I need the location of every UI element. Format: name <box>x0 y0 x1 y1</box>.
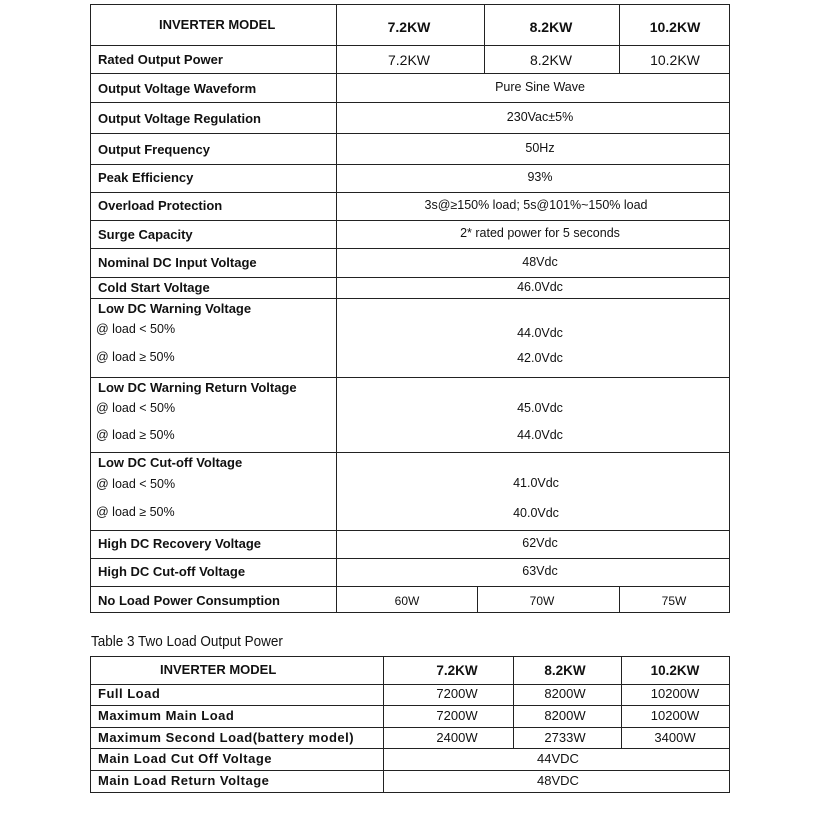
column-divider <box>621 656 622 748</box>
spec-label: Main Load Return Voltage <box>98 773 270 788</box>
spec-value: 8.2KW <box>529 52 573 68</box>
model-header-label: INVERTER MODEL <box>159 17 276 32</box>
column-divider <box>336 4 337 613</box>
spec-value: 70W <box>529 594 555 608</box>
spec-value: 44VDC <box>537 751 579 766</box>
spec-label: Low DC Warning Return Voltage <box>98 380 297 395</box>
spec-label: Low DC Warning Voltage <box>98 301 252 316</box>
spec-value: 50Hz <box>525 141 555 155</box>
model-header-label: INVERTER MODEL <box>160 662 277 677</box>
spec-label: Cold Start Voltage <box>98 280 210 295</box>
spec-sublabel: @ load ≥ 50% <box>96 428 175 442</box>
spec-value: 45.0Vdc <box>517 401 563 415</box>
model-header: 8.2KW <box>529 19 573 35</box>
column-divider <box>383 656 384 793</box>
row-divider <box>90 73 730 74</box>
spec-label: Nominal DC Input Voltage <box>98 255 257 270</box>
table-caption: Table 3 Two Load Output Power <box>91 633 283 650</box>
spec-label: Output Voltage Waveform <box>98 81 257 96</box>
row-divider <box>90 530 730 531</box>
spec-label: Maximum Second Load(battery model) <box>98 730 355 745</box>
row-divider <box>90 45 730 46</box>
row-divider <box>90 684 730 685</box>
column-divider <box>484 4 485 73</box>
spec-value: 10.2KW <box>650 52 700 68</box>
spec-value: 230Vac±5% <box>506 110 574 124</box>
spec-label: Output Voltage Regulation <box>98 111 261 126</box>
row-divider <box>90 558 730 559</box>
row-divider <box>90 192 730 193</box>
spec-label: Full Load <box>98 686 161 701</box>
spec-value: 46.0Vdc <box>517 280 563 294</box>
row-divider <box>90 102 730 103</box>
spec-value: 2* rated power for 5 seconds <box>460 226 620 240</box>
spec-label: Main Load Cut Off Voltage <box>98 751 273 766</box>
spec-value: 44.0Vdc <box>517 326 563 340</box>
column-divider <box>619 4 620 73</box>
spec-label: Overload Protection <box>98 198 223 213</box>
spec-value: 40.0Vdc <box>513 506 559 520</box>
spec-value: 93% <box>527 170 553 184</box>
model-header: 7.2KW <box>387 19 431 35</box>
row-divider <box>90 133 730 134</box>
model-header: 10.2KW <box>650 663 700 678</box>
column-divider <box>513 656 514 748</box>
spec-label: Peak Efficiency <box>98 170 194 185</box>
spec-label: High DC Cut-off Voltage <box>98 564 246 579</box>
row-divider <box>90 452 730 453</box>
spec-value: 8200W <box>544 686 586 701</box>
spec-label: Low DC Cut-off Voltage <box>98 455 243 470</box>
column-divider <box>477 586 478 613</box>
spec-sublabel: @ load ≥ 50% <box>96 505 175 519</box>
spec-value: 44.0Vdc <box>517 428 563 442</box>
spec-value: 41.0Vdc <box>513 476 559 490</box>
row-divider <box>90 748 730 749</box>
row-divider <box>90 164 730 165</box>
spec-value: 3s@≥150% load; 5s@101%~150% load <box>424 198 648 212</box>
row-divider <box>90 277 730 278</box>
spec-label: High DC Recovery Voltage <box>98 536 262 551</box>
row-divider <box>90 377 730 378</box>
row-divider <box>90 727 730 728</box>
spec-value: 2400W <box>436 730 478 745</box>
spec-value: 10200W <box>650 708 700 723</box>
spec-value: 7200W <box>436 708 478 723</box>
spec-value: 48VDC <box>537 773 579 788</box>
column-divider <box>619 586 620 613</box>
spec-value: 10200W <box>650 686 700 701</box>
spec-sublabel: @ load < 50% <box>96 477 176 491</box>
spec-value: Pure Sine Wave <box>495 80 585 94</box>
spec-label: No Load Power Consumption <box>98 593 280 608</box>
row-divider <box>90 586 730 587</box>
spec-label: Output Frequency <box>98 142 210 157</box>
spec-sublabel: @ load ≥ 50% <box>96 350 175 364</box>
row-divider <box>90 705 730 706</box>
spec-sublabel: @ load < 50% <box>96 401 176 415</box>
row-divider <box>90 298 730 299</box>
model-header: 8.2KW <box>544 663 586 678</box>
spec-sublabel: @ load < 50% <box>96 322 176 336</box>
model-header: 10.2KW <box>649 19 701 35</box>
spec-value: 60W <box>394 594 420 608</box>
spec-value: 63Vdc <box>522 564 558 578</box>
spec-value: 7.2KW <box>387 52 431 68</box>
row-divider <box>90 770 730 771</box>
spec-value: 42.0Vdc <box>517 351 563 365</box>
spec-label: Rated Output Power <box>98 52 223 67</box>
spec-label: Maximum Main Load <box>98 708 235 723</box>
spec-value: 8200W <box>544 708 586 723</box>
row-divider <box>90 248 730 249</box>
spec-value: 2733W <box>544 730 586 745</box>
spec-value: 48Vdc <box>522 255 558 269</box>
spec-label: Surge Capacity <box>98 227 193 242</box>
spec-value: 62Vdc <box>522 536 558 550</box>
spec-value: 3400W <box>654 730 696 745</box>
model-header: 7.2KW <box>436 663 478 678</box>
spec-value: 7200W <box>436 686 478 701</box>
spec-value: 75W <box>661 594 687 608</box>
row-divider <box>90 220 730 221</box>
